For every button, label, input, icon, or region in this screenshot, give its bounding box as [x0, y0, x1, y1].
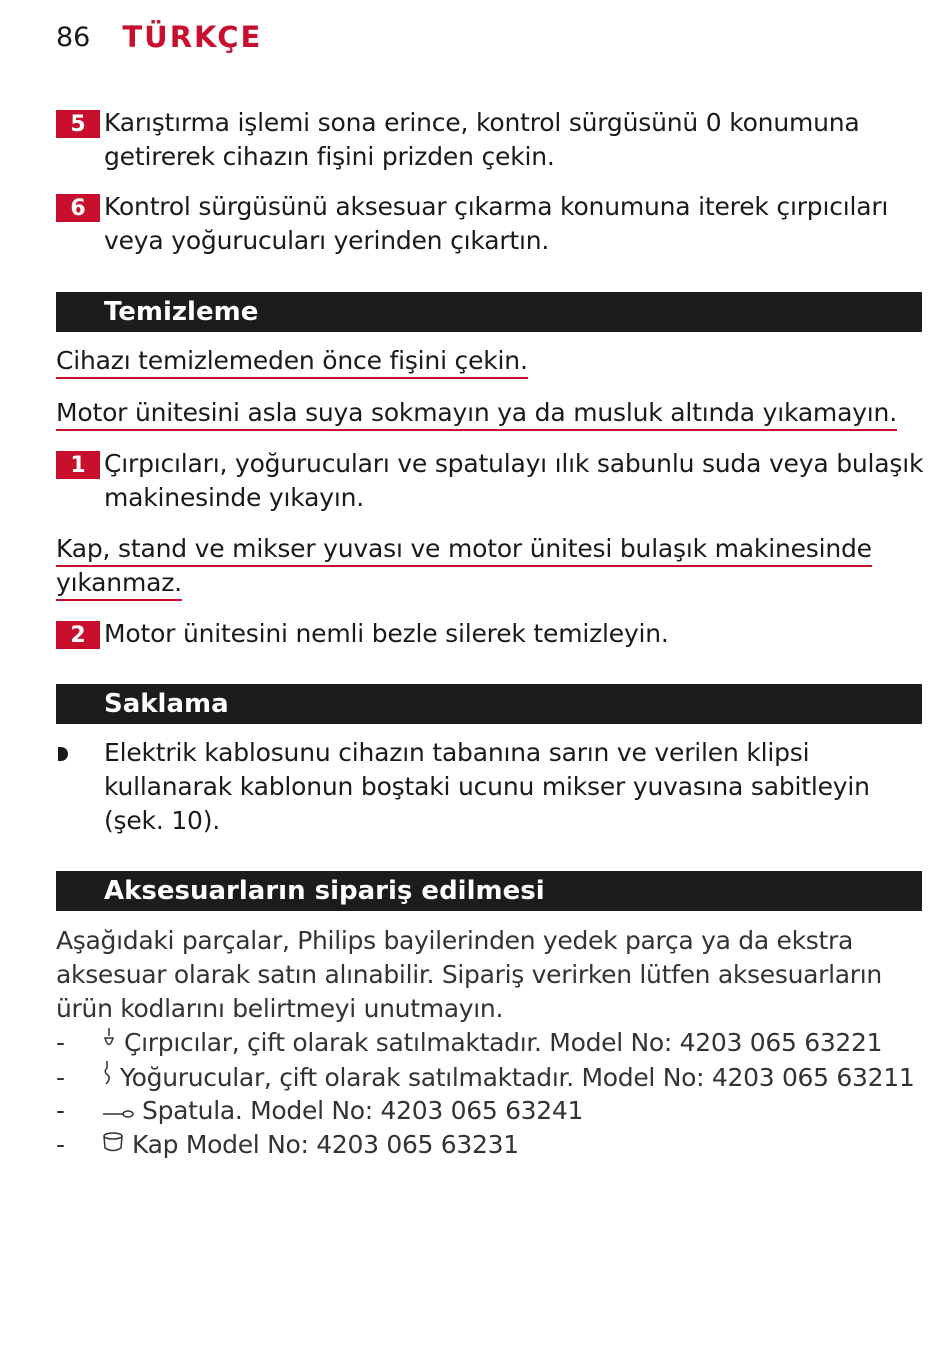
warning-text: Cihazı temizlemeden önce fişini çekin.: [56, 346, 528, 379]
page-number: 86: [56, 21, 91, 53]
warning-dishwasher: [56, 532, 872, 600]
list-dash: -: [56, 1062, 65, 1092]
step-1: [56, 447, 926, 515]
step-text: Karıştırma işlemi sona erince, kontrol sürgüsünü 0 konumuna getirerek cihazın fişini prizden çekin.: [104, 108, 860, 171]
list-dash: -: [56, 1130, 65, 1159]
accessory-text: Spatula. Model No: 4203 065 63241: [142, 1096, 584, 1125]
step-6: [56, 190, 926, 258]
step-text: Çırpıcıları, yoğurucuları ve spatulayı ılık sabunlu suda veya bulaşık makinesinde yıkayın.: [104, 449, 924, 512]
step-2: [56, 617, 926, 651]
storage-bullet: [56, 736, 926, 838]
spatula-icon: [102, 1094, 134, 1128]
bullet-icon: [58, 747, 68, 761]
bullet-text: Elektrik kablosunu cihazın tabanına sarın ve verilen klipsi kullanarak kablonun boştaki ucunu mikser yuvasına sabitleyin (şek. 10).: [104, 738, 870, 835]
language-title: TÜRKÇE: [122, 20, 263, 54]
warning-text-line2: yıkanmaz.: [56, 568, 182, 601]
whisk-icon: [102, 1026, 116, 1060]
section-heading-storage: Saklama: [56, 684, 922, 724]
warning-no-water: [56, 396, 897, 430]
step-text: Kontrol sürgüsünü aksesuar çıkarma konumuna iterek çırpıcıları veya yoğurucuları yerinden çıkartın.: [104, 192, 889, 255]
accessory-text: Kap Model No: 4203 065 63231: [132, 1130, 519, 1159]
list-dash: -: [56, 1028, 65, 1057]
accessory-text: Çırpıcılar, çift olarak satılmaktadır. Model No: 4203 065 63221: [124, 1028, 883, 1057]
step-number: 6: [56, 194, 100, 222]
step-number: 5: [56, 110, 100, 138]
accessory-item-spatula: [56, 1094, 583, 1128]
step-number: 2: [56, 621, 100, 649]
accessory-item-whisks: [56, 1026, 882, 1060]
kneading-hook-icon: [102, 1060, 112, 1095]
warning-unplug: [56, 344, 528, 378]
list-dash: -: [56, 1096, 65, 1125]
bowl-icon: [102, 1128, 124, 1162]
section-heading-cleaning: Temizleme: [56, 292, 922, 332]
step-number: 1: [56, 451, 100, 479]
page-header: [56, 20, 262, 54]
step-text: Motor ünitesini nemli bezle silerek temizleyin.: [104, 619, 669, 648]
step-5: [56, 106, 926, 174]
warning-text-line1: Kap, stand ve mikser yuvası ve motor ünitesi bulaşık makinesinde: [56, 534, 872, 567]
accessory-item-bowl: [56, 1128, 519, 1162]
accessories-intro: Aşağıdaki parçalar, Philips bayilerinden yedek parça ya da ekstra aksesuar olarak satın alınabilir. Sipariş verirken lütfen aksesuarların ürün kodlarını belirtmeyi unutmayın.: [56, 926, 882, 1023]
accessory-text: Yoğurucular, çift olarak satılmaktadır. Model No: 4203 065 63211: [120, 1062, 915, 1092]
accessory-item-kneading-hooks: [56, 1060, 914, 1095]
section-heading-accessories: Aksesuarların sipariş edilmesi: [56, 871, 922, 911]
warning-text: Motor ünitesini asla suya sokmayın ya da musluk altında yıkamayın.: [56, 398, 897, 431]
